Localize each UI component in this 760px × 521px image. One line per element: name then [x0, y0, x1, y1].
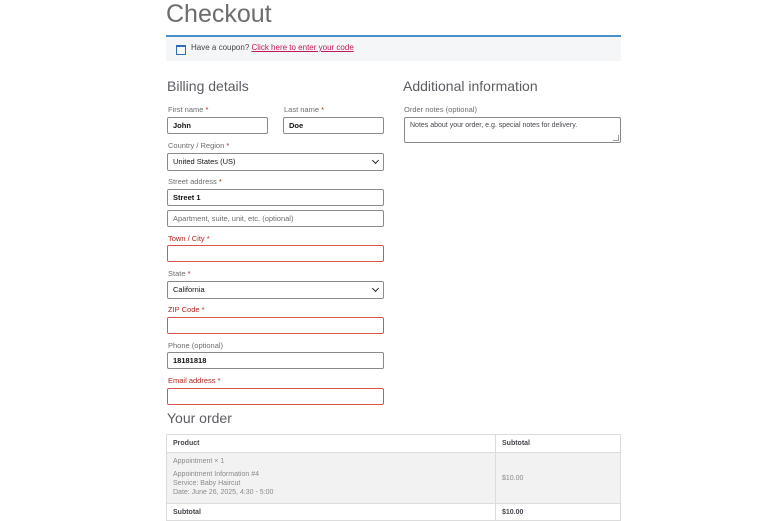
phone-label: Phone (optional)	[168, 341, 224, 350]
additional-info-title: Additional information	[403, 78, 538, 94]
calendar-icon	[176, 45, 186, 55]
first-name-input[interactable]: John	[167, 117, 268, 134]
item-service: Service: Baby Haircut	[173, 480, 241, 487]
street-line2-input[interactable]: Apartment, suite, unit, etc. (optional)	[167, 210, 384, 227]
state-label: State *	[168, 269, 191, 278]
coupon-prefix: Have a coupon?	[191, 43, 250, 52]
last-name-label: Last name *	[284, 105, 325, 114]
item-info-title: Appointment Information #4	[173, 471, 259, 478]
phone-input[interactable]: 18181818	[167, 352, 384, 369]
subtotal-label: Subtotal	[167, 504, 496, 521]
chevron-down-icon	[372, 157, 379, 164]
subtotal-header: Subtotal	[496, 435, 621, 453]
resize-handle-icon[interactable]	[613, 135, 619, 141]
zip-label: ZIP Code *	[168, 305, 205, 314]
item-price: $10.00	[496, 453, 621, 504]
subtotal-value: $10.00	[496, 504, 621, 521]
email-input[interactable]	[167, 388, 384, 405]
order-item-cell	[167, 453, 496, 504]
subtotal-row	[167, 504, 621, 521]
item-name: Appointment	[173, 458, 213, 465]
item-name-line	[173, 458, 489, 465]
country-select[interactable]: United States (US)	[167, 153, 384, 171]
country-label: Country / Region *	[168, 141, 230, 150]
coupon-link[interactable]: Click here to enter your code	[251, 43, 354, 52]
order-notes-textarea[interactable]: Notes about your order, e.g. special notes for delivery.	[404, 117, 621, 143]
order-notes-label: Order notes (optional)	[404, 105, 477, 114]
table-header-row	[167, 435, 621, 453]
first-name-label: First name *	[168, 105, 209, 114]
coupon-text	[191, 43, 354, 52]
street-label: Street address *	[168, 177, 222, 186]
product-header: Product	[167, 435, 496, 453]
page-title: Checkout	[166, 0, 272, 28]
your-order-title: Your order	[167, 410, 232, 426]
billing-title: Billing details	[167, 78, 249, 94]
zip-input[interactable]	[167, 317, 384, 334]
last-name-input[interactable]: Doe	[283, 117, 384, 134]
email-label: Email address *	[168, 376, 221, 385]
order-table	[166, 434, 621, 521]
table-row	[167, 453, 621, 504]
town-input[interactable]	[167, 245, 384, 262]
item-date: Date: June 26, 2025, 4:30 - 5:00	[173, 489, 274, 496]
chevron-down-icon	[372, 285, 379, 292]
state-select[interactable]: California	[167, 281, 384, 299]
coupon-notice	[166, 35, 621, 61]
town-label: Town / City *	[168, 234, 210, 243]
street-input[interactable]: Street 1	[167, 189, 384, 206]
item-quantity: × 1	[214, 458, 225, 465]
